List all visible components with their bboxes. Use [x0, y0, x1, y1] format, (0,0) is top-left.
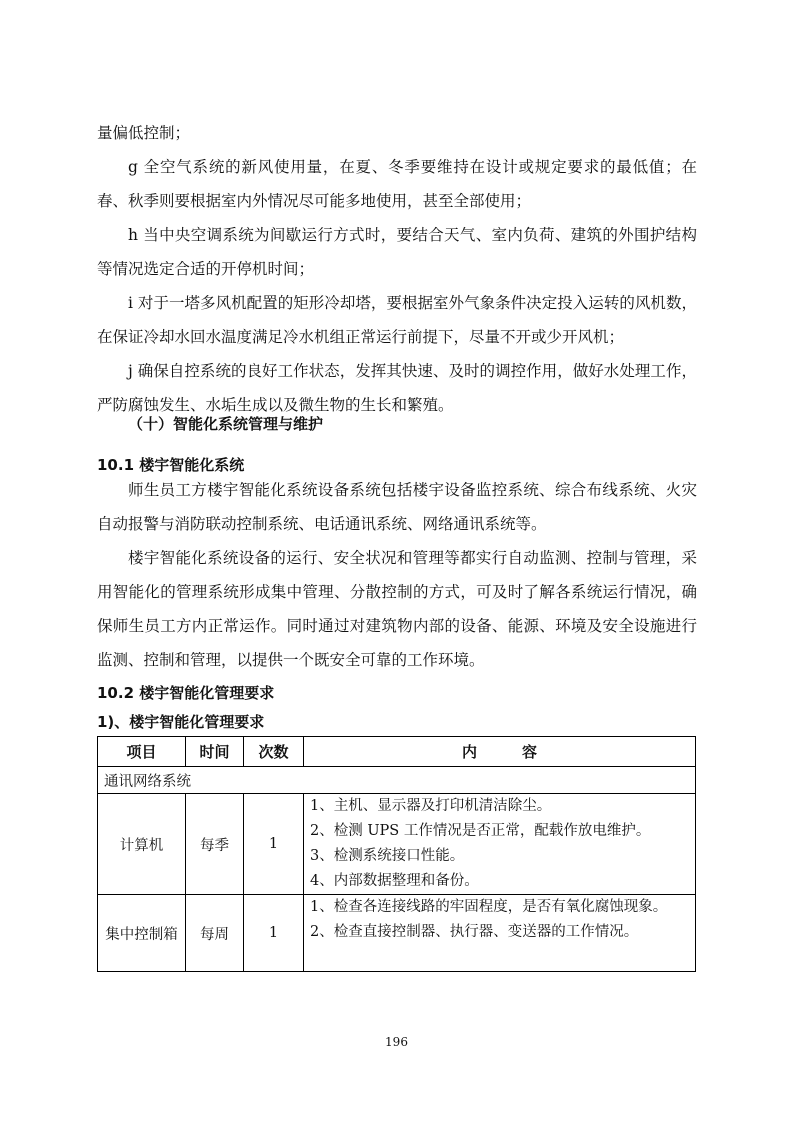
cell-content — [304, 794, 696, 895]
paragraph-continuation: 量偏低控制； — [97, 124, 191, 142]
content-line: 2、检测 UPS 工作情况是否正常，配载作放电维护。 — [310, 823, 651, 839]
paragraph-item-i: i 对于一塔多风机配置的矩形冷却塔，要根据室外气象条件决定投入运转的风机数，在保证冷却水回水温度满足冷水机组正常运行前提下，尽量不开或少开风机； — [97, 294, 697, 346]
paragraph-item-g: g 全空气系统的新风使用量，在夏、冬季要维持在设计或规定要求的最低值；在春、秋季则要根据室内外情况尽可能多地使用，甚至全部使用； — [97, 158, 697, 210]
group-label: 通讯网络系统 — [98, 767, 696, 794]
cell-time: 每季 — [186, 794, 244, 895]
content-line: 3、检测系统接口性能。 — [310, 848, 465, 864]
cell-count: 1 — [244, 794, 304, 895]
paragraph-item-j: j 确保自控系统的良好工作状态，发挥其快速、及时的调控作用，做好水处理工作，严防腐蚀发生、水垢生成以及微生物的生长和繁殖。 — [97, 362, 697, 414]
maintenance-table — [97, 736, 696, 972]
paragraph-10-1-a: 师生员工方楼宇智能化系统设备系统包括楼宇设备监控系统、综合布线系统、火灾自动报警与消防联动控制系统、电话通讯系统、网络通讯系统等。 — [97, 481, 697, 533]
table-row — [98, 794, 696, 895]
content-line: 1、检查各连接线路的牢固程度，是否有氧化腐蚀现象。 — [310, 899, 668, 915]
table-group-row — [98, 767, 696, 794]
header-content: 内 容 — [304, 737, 696, 767]
section-heading: （十）智能化系统管理与维护 — [128, 415, 324, 433]
content-line: 2、检查直接控制器、执行器、变送器的工作情况。 — [310, 924, 639, 940]
header-count: 次数 — [244, 737, 304, 767]
page-number: 196 — [385, 1035, 408, 1049]
subsection-heading-10-1: 10.1 楼宇智能化系统 — [97, 456, 245, 474]
paragraph-item-h: h 当中央空调系统为间歇运行方式时，要结合天气、室内负荷、建筑的外围护结构等情况选定合适的开停机时间； — [97, 226, 697, 278]
paragraph-10-1-b: 楼宇智能化系统设备的运行、安全状况和管理等都实行自动监测、控制与管理，采用智能化的管理系统形成集中管理、分散控制的方式，可及时了解各系统运行情况，确保师生员工方内正常运作。同时通过对建筑物内部的设备、能源、环境及安全设施进行监测、控制和管理，以提供一个既安全可靠的工作环境。 — [97, 549, 697, 669]
cell-content — [304, 895, 696, 972]
table-row — [98, 895, 696, 972]
content-line: 1、主机、显示器及打印机清洁除尘。 — [310, 798, 552, 814]
header-time: 时间 — [186, 737, 244, 767]
cell-time: 每周 — [186, 895, 244, 972]
subsection-heading-10-2: 10.2 楼宇智能化管理要求 — [97, 684, 275, 702]
cell-count: 1 — [244, 895, 304, 972]
header-item: 项目 — [98, 737, 186, 767]
table-title: 1)、楼宇智能化管理要求 — [97, 713, 265, 731]
table-header-row — [98, 737, 696, 767]
cell-item: 集中控制箱 — [98, 895, 186, 972]
cell-item: 计算机 — [98, 794, 186, 895]
content-line: 4、内部数据整理和备份。 — [310, 873, 479, 889]
